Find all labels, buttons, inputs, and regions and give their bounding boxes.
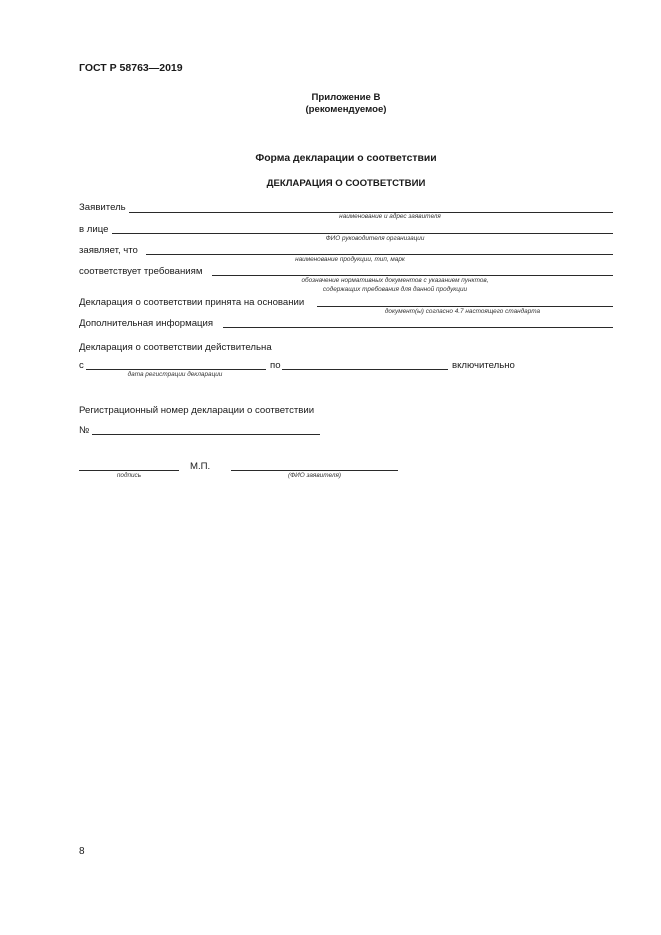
validity-from-label: с (79, 360, 84, 371)
in-person-field[interactable] (112, 233, 613, 234)
form-heading: Форма декларации о соответствии (255, 153, 437, 164)
complies-label: соответствует требованиям (79, 266, 203, 277)
basis-field[interactable] (317, 306, 613, 307)
validity-to-label: по (270, 360, 281, 371)
declares-field[interactable] (146, 254, 613, 255)
signature-field[interactable] (79, 470, 179, 471)
appendix-title: Приложение В (311, 92, 381, 103)
validity-inclusive-label: включительно (452, 360, 515, 371)
registration-label: Регистрационный номер декларации о соответствии (79, 405, 315, 416)
applicant-hint: наименование и адрес заявителя (339, 213, 441, 220)
applicant-name-hint: (ФИО заявителя) (287, 472, 342, 479)
registration-number-prefix: № (79, 425, 90, 436)
signature-hint: подпись (116, 472, 142, 479)
validity-to-field[interactable] (282, 369, 448, 370)
additional-field[interactable] (223, 327, 613, 328)
applicant-name-field[interactable] (231, 470, 398, 471)
declares-hint: наименование продукции, тип, марк (295, 256, 405, 263)
seal-label: М.П. (190, 461, 211, 472)
complies-hint-2: содержащих требования для данной продукции (322, 286, 468, 293)
declares-label: заявляет, что (79, 245, 138, 256)
registration-number-field[interactable] (92, 434, 320, 435)
appendix-subtitle: (рекомендуемое) (305, 104, 387, 115)
applicant-label: Заявитель (79, 202, 126, 213)
complies-field[interactable] (212, 275, 613, 276)
validity-from-field[interactable] (86, 369, 266, 370)
validity-label: Декларация о соответствии действительна (79, 342, 272, 353)
page-number: 8 (79, 846, 85, 857)
additional-label: Дополнительная информация (79, 318, 214, 329)
complies-hint-1: обозначение нормативных документов с указанием пунктов, (301, 277, 489, 284)
declaration-title: ДЕКЛАРАЦИЯ О СООТВЕТСТВИИ (266, 178, 426, 189)
basis-label: Декларация о соответствии принята на основании (79, 297, 305, 308)
standard-code: ГОСТ Р 58763—2019 (79, 62, 183, 74)
basis-hint: документ(ы) согласно 4.7 настоящего стандарта (384, 308, 541, 315)
in-person-hint: ФИО руководителя организации (325, 235, 425, 242)
in-person-label: в лице (79, 224, 109, 235)
validity-hint: дата регистрации декларации (127, 371, 223, 378)
